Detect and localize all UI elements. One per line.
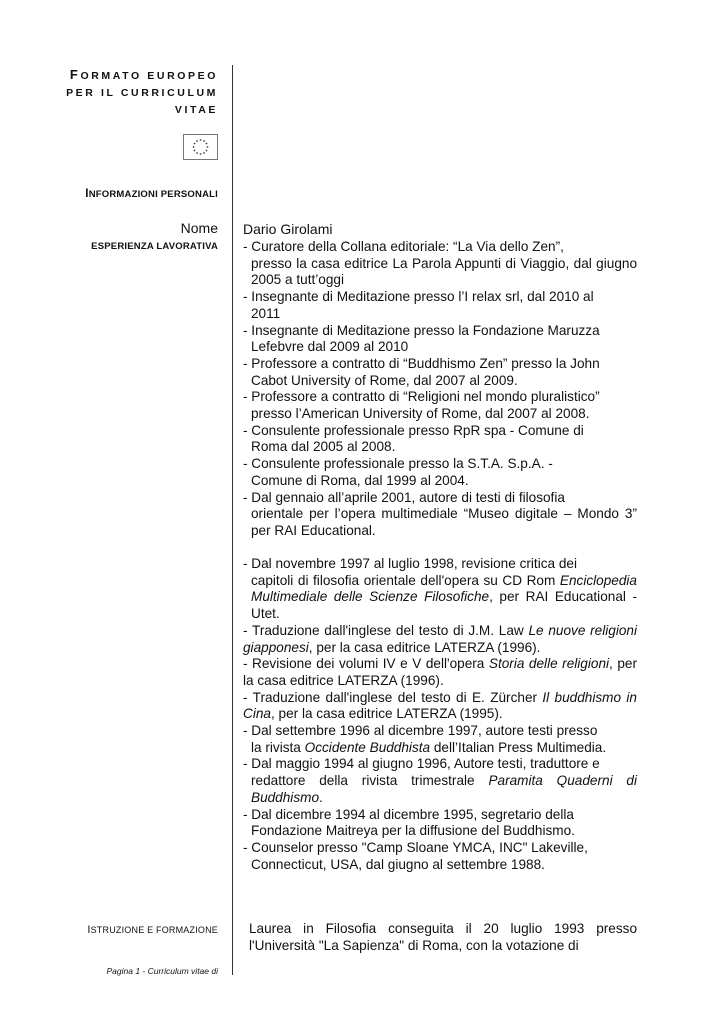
format-title-line3: VITAE [174, 104, 218, 116]
experience-item: - Dal novembre 1997 al luglio 1998, revisione critica dei capitoli di filosofia orientale dell'opera su CD Rom Enciclopedia Multimediale delle Scienze Filosofiche, per RAI Educational - Utet. [243, 556, 637, 622]
experience-list [243, 239, 637, 540]
experience-item: - Counselor presso "Camp Sloane YMCA, INC" Lakeville, Connecticut, USA, dal giugno al settembre 1988. [243, 839, 588, 872]
format-title-line2: PER IL CURRICULUM [66, 87, 218, 99]
experience-item: - Traduzione dall'inglese del testo di E. Zürcher Il buddhismo in Cina, per la casa editrice LATERZA (1995). [243, 689, 637, 722]
experience-item: - Dal settembre 1996 al dicembre 1997, autore testi presso la rivista Occidente Buddhista dell’Italian Press Multimedia. [243, 723, 607, 755]
experience-item: - Professore a contratto di “Buddhismo Zen” presso la John Cabot University of Rome, dal 2007 al 2009. [243, 355, 600, 388]
experience-item: - Traduzione dall'inglese del testo di J.M. Law Le nuove religioni giapponesi, per la casa editrice LATERZA (1996). [243, 622, 638, 655]
experience-item: - Revisione dei volumi IV e V dell'opera Storia delle religioni, per la casa editrice LATERZA (1996). [243, 656, 638, 688]
experience-item: - Curatore della Collana editoriale: “La Via dello Zen”, presso la casa editrice La Parola Appunti di Viaggio, dal giugno 2005 a tutt’oggi [243, 239, 637, 288]
experience-item: - Consulente professionale presso RpR spa - Comune di Roma dal 2005 al 2008. [243, 422, 584, 455]
experience-item: - Dal gennaio all’aprile 2001, autore di testi di filosofia orientale per l’opera multimediale “Museo digitale – Mondo 3” per RAI Educational. [243, 489, 637, 538]
format-title-line1: FORMATO EUROPEO [69, 67, 218, 82]
eu-flag-icon [183, 134, 218, 160]
name-value: Dario Girolami [243, 221, 333, 237]
experience-item: - Dal dicembre 1994 al dicembre 1995, segretario della Fondazione Maitreya per la diffusione del Buddhismo. [243, 806, 575, 839]
experience-list-2 [243, 556, 637, 873]
personal-info-heading: INFORMAZIONI PERSONALI [85, 188, 218, 200]
name-label: Nome [180, 220, 218, 236]
work-experience-heading: ESPERIENZA LAVORATIVA [91, 241, 218, 252]
format-title [40, 66, 218, 119]
experience-item: - Professore a contratto di “Religioni nel mondo pluralistico” presso l’American University of Rome, dal 2007 al 2008. [243, 389, 600, 422]
education-text: Laurea in Filosofia conseguita il 20 luglio 1993 presso l'Università "La Sapienza" di Roma, con la votazione di [249, 921, 637, 953]
experience-item: - Insegnante di Meditazione presso l’I relax srl, dal 2010 al 2011 [243, 289, 594, 321]
education-heading: ISTRUZIONE E FORMAZIONE [87, 924, 218, 936]
column-divider [232, 65, 233, 975]
experience-item: - Dal maggio 1994 al giugno 1996, Autore testi, traduttore e redattore della rivista trimestrale Paramita Quaderni di Buddhismo. [243, 756, 638, 805]
experience-item: - Insegnante di Meditazione presso la Fondazione Maruzza Lefebvre dal 2009 al 2010 [243, 322, 600, 355]
page-footer: Pagina 1 - Curriculum vitae di [106, 966, 218, 976]
experience-item: - Consulente professionale presso la S.T.A. S.p.A. - Comune di Roma, dal 1999 al 2004. [243, 456, 553, 488]
